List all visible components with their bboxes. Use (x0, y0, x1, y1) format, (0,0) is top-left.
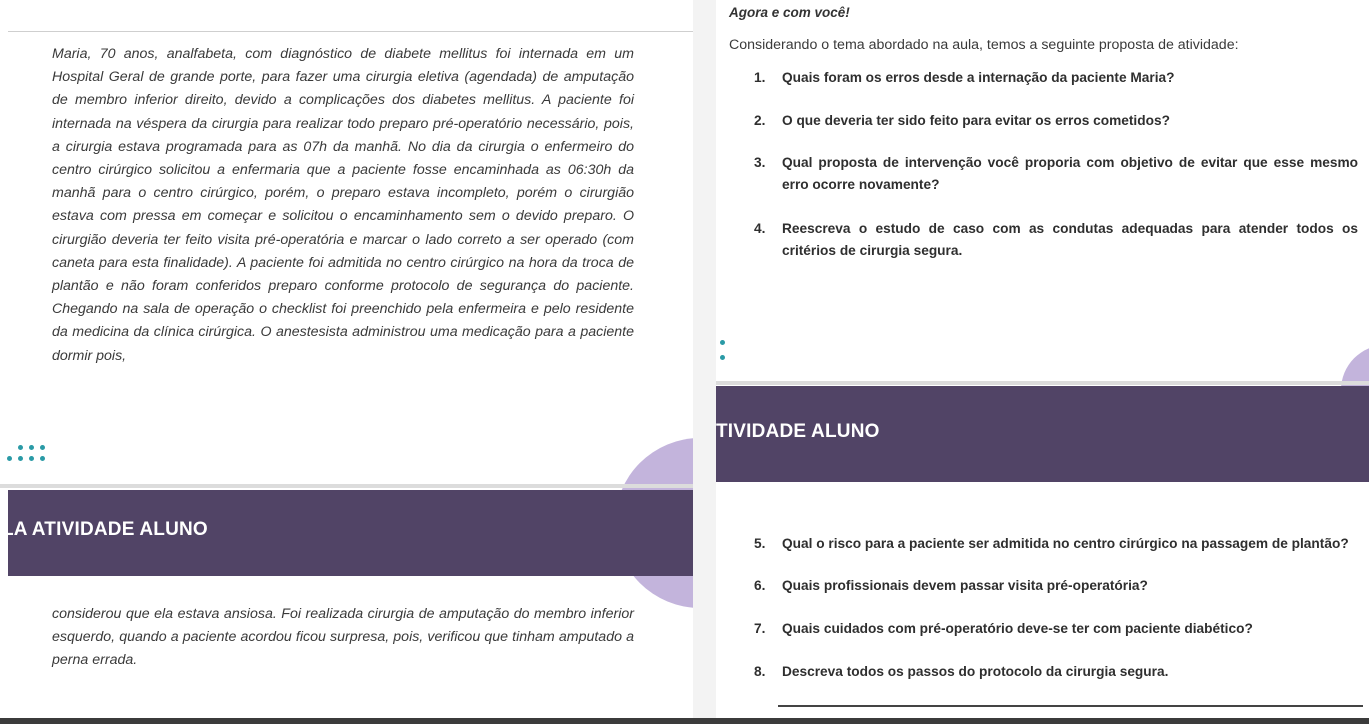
question-number: 1. (754, 70, 766, 85)
right-document-page (716, 0, 1369, 724)
question-number: 3. (754, 155, 766, 170)
question-item (754, 218, 1358, 261)
question-item (754, 67, 1358, 89)
decorative-dot-grid (7, 445, 45, 461)
banner-title: TIVIDADE ALUNO (716, 421, 880, 442)
question-item (754, 152, 1358, 195)
question-item (754, 533, 1358, 555)
question-number: 7. (754, 621, 766, 636)
question-number: 8. (754, 664, 766, 679)
question-item (754, 575, 1358, 597)
activity-intro: Considerando o tema abordado na aula, temos a seguinte proposta de atividade: (729, 37, 1239, 53)
question-text: O que deveria ter sido feito para evitar os erros cometidos? (782, 113, 1170, 128)
question-text: Quais foram os erros desde a internação da paciente Maria? (782, 70, 1175, 85)
question-item (754, 110, 1358, 132)
question-item (754, 618, 1358, 640)
question-item (754, 661, 1358, 683)
banner-top-rule (0, 484, 693, 488)
question-text: Reescreva o estudo de caso com as condutas adequadas para atender todos os critérios de cirurgia segura. (782, 221, 1358, 258)
banner-top-rule (716, 381, 1369, 385)
banner-title: LA ATIVIDADE ALUNO (2, 519, 208, 540)
question-number: 6. (754, 578, 766, 593)
section-heading: Agora e com você! (729, 5, 850, 20)
question-number: 4. (754, 221, 766, 236)
case-study-paragraph-2: considerou que ela estava ansiosa. Foi realizada cirurgia de amputação do membro inferior esquerdo, quando a paciente acordou ficou surpresa, pois, verificou que tinham amputado a perna errada. (52, 606, 634, 669)
question-number: 2. (754, 113, 766, 128)
answer-line (778, 705, 1363, 707)
question-text: Quais cuidados com pré-operatório deve-se ter com paciente diabético? (782, 621, 1253, 636)
question-text: Qual o risco para a paciente ser admitida no centro cirúrgico na passagem de plantão? (782, 536, 1349, 551)
question-text: Quais profissionais devem passar visita pré-operatória? (782, 578, 1148, 593)
question-number: 5. (754, 536, 766, 551)
activity-banner (716, 386, 1369, 482)
question-text: Qual proposta de intervenção você proporia com objetivo de evitar que esse mesmo erro ocorre novamente? (782, 155, 1358, 192)
activity-banner (2, 490, 693, 576)
case-study-paragraph-1: Maria, 70 anos, analfabeta, com diagnóstico de diabete mellitus foi internada em um Hospital Geral de grande porte, para fazer uma cirurgia eletiva (agendada) de amputação de membro inferior direito, devido a complicações dos diabetes mellitus. A paciente foi internada na véspera da cirurgia para realizar todo preparo pré-operatório necessário, pois, a cirurgia estava programada para as 07h da manhã. No dia da cirurgia o enfermeiro do centro cirúrgico solicitou a enfermaria que a paciente fosse encaminhada as 06:30h da manhã para o centro cirúrgico, porém, o preparo estava incompleto, porém o cirurgião estava com pressa em começar e solicitou o encaminhamento sem o devido preparo. O cirurgião deveria ter feito visita pré-operatória e marcar o lado correto a ser operado (com caneta para esta finalidade). A paciente foi admitida no centro cirúrgico na hora da troca de plantão e não foram conferidos preparo conforme protocolo de segurança do paciente. Chegando na sala de operação o checklist foi preenchido pela enfermeira e pelo residente da medicina da clínica cirúrgica. O anestesista administrou uma medicação para a paciente dormir pois, (52, 46, 634, 364)
question-text: Descreva todos os passos do protocolo da cirurgia segura. (782, 664, 1169, 679)
top-divider (8, 31, 693, 32)
bottom-edge-bar (0, 718, 1369, 724)
